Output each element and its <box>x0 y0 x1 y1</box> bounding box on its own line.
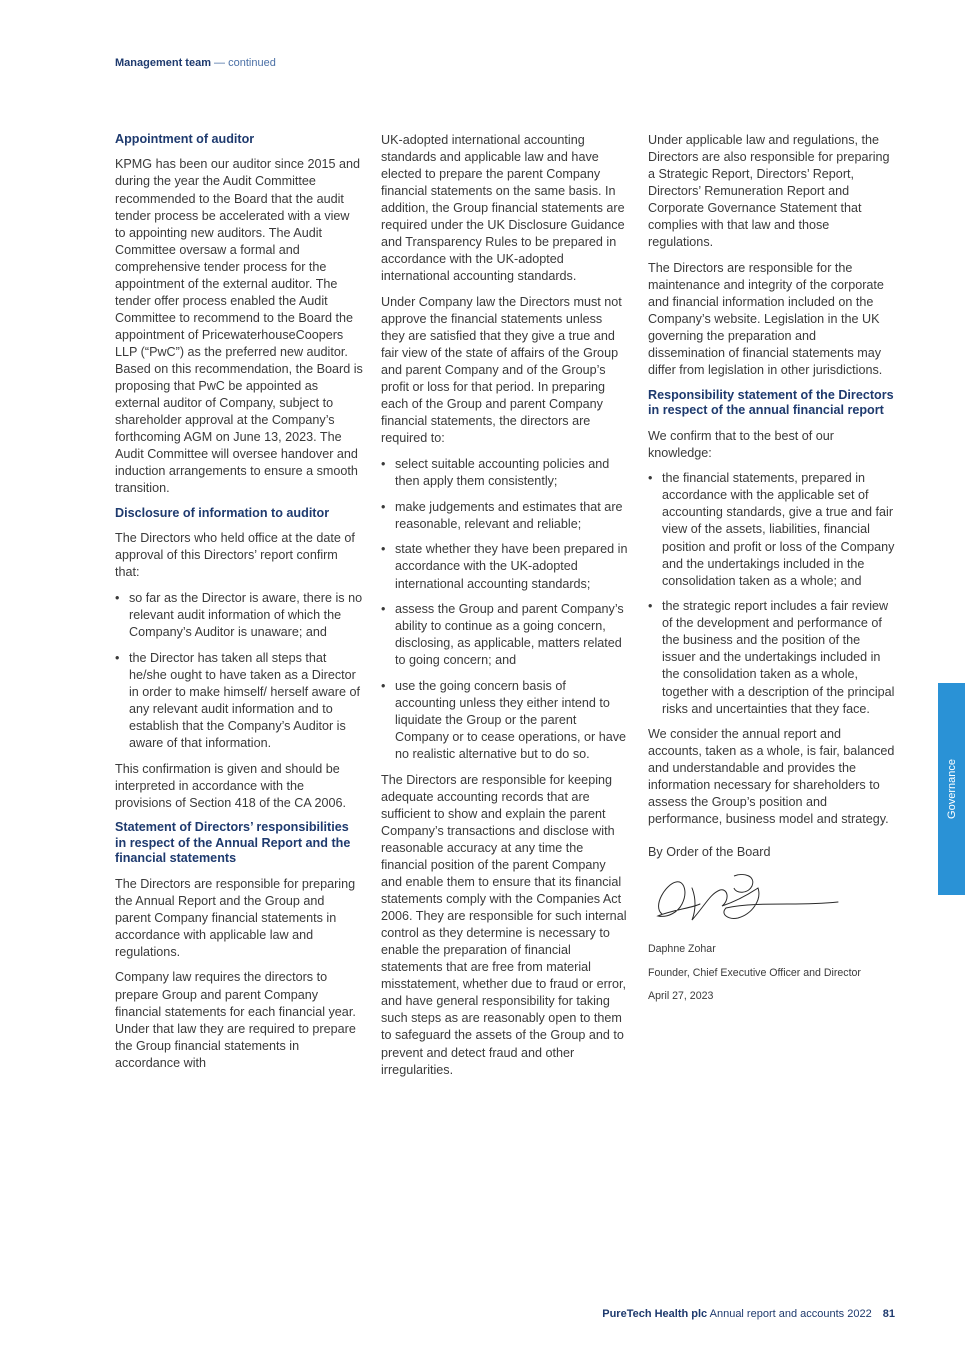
list-item: • make judgements and estimates that are reasonable, relevant and reliable; <box>381 499 623 531</box>
column-middle <box>381 132 629 1087</box>
list-item: • select suitable accounting policies and then apply them consistently; <box>381 457 610 489</box>
column-right <box>648 132 896 1013</box>
heading-statement-of-responsibilities: Statement of Directors’ responsibilities in respect of the Annual Report and the financial statements <box>115 820 351 866</box>
signature-date: April 27, 2023 <box>648 990 714 1003</box>
signature-block <box>648 844 896 1004</box>
section-title: Management team <box>115 57 211 69</box>
bullet-icon: • <box>381 499 386 514</box>
signatory-name: Daphne Zohar <box>648 943 716 956</box>
running-header <box>115 57 276 69</box>
page-number: 81 <box>882 1308 895 1320</box>
bullet-icon: • <box>115 591 120 606</box>
bullet-icon: • <box>648 471 653 486</box>
list-item: • use the going concern basis of accounting unless they either intend to liquidate the Group or the parent Company or to cease operations, or have no realistic alternative but to do so. <box>381 678 627 762</box>
list-item: • state whether they have been prepared in accordance with the UK-adopted international accounting standards; <box>381 542 628 591</box>
bullet-icon: • <box>381 602 386 617</box>
bullet-icon: • <box>381 457 386 472</box>
heading-disclosure: Disclosure of information to auditor <box>115 505 330 520</box>
bullet-icon: • <box>648 599 653 614</box>
signature-image <box>648 870 848 934</box>
list-item: • assess the Group and parent Company’s ability to continue as a going concern, disclosing, as applicable, matters related to going concern; and <box>381 602 624 668</box>
paragraph-accounting-records: The Directors are responsible for keeping adequate accounting records that are sufficient to show and explain the parent Company’s transactions and disclose with reasonable accuracy at any time the financial position of the parent Company and enable them to ensure that its financial statements comply with the Companies Act 2006. They are responsible for such internal control as they determine is necessary to enable the preparation of financial statements that are free from material misstatement, whether due to fraud or error, and have general responsibility for taking such steps as are reasonably open to them to safeguard the assets of the Group and to prevent and detect fraud and other irregularities. <box>381 772 627 1077</box>
paragraph-company-law: Under Company law the Directors must not approve the financial statements unless they are satisfied that they give a true and fair view of the state of affairs of the Group and parent Company and of the Group’s profit or loss for that period. In preparing each of the Group and parent Company financial statements, the directors are required to: <box>381 295 622 446</box>
footer-report: Annual report and accounts 2022 <box>709 1308 872 1320</box>
paragraph-strategic-report: Under applicable law and regulations, the Directors are also responsible for preparing a Strategic Report, Directors’ Report, Directors’ Remuneration Report and Corporate Governance Statement that complies with that law and those regulations. <box>648 133 890 250</box>
by-order-of-board: By Order of the Board <box>648 845 771 860</box>
bullet-list-requirements <box>381 456 629 763</box>
bullet-icon: • <box>381 678 386 693</box>
list-item: • the financial statements, prepared in accordance with the applicable set of accounting standards, give a true and fair view of the assets, liabilities, financial position and profit or loss of the Company and the undertakings included in the consolidation taken as a whole; and <box>648 471 895 588</box>
paragraph-auditor: KPMG has been our auditor since 2015 and during the year the Audit Committee recommended to the Board that the audit tender process be accelerated with a view to appointing new auditors. The Audit Committee oversaw a formal and comprehensive tender process for the appointment of the external auditor. The tender offer process enabled the Audit Committee to recommend to the Board the appointment of PricewaterhouseCoopers LLP (“PwC”) as the preferred new auditor. Based on this recommendation, the Board is proposing that PwC be appointed as external auditor of Company, subject to shareholder approval at the Company’s forthcoming AGM on June 13, 2023. The Audit Committee will oversee handover and induction arrangements to ensure a smooth transition. <box>115 157 363 496</box>
side-tab-label: Governance <box>945 759 958 819</box>
paragraph-consider: We consider the annual report and accounts, taken as a whole, is fair, balanced and understandable and provides the information necessary for shareholders to assess the Group’s position and performance, business model and strategy. <box>648 727 895 827</box>
paragraph-confirm: We confirm that to the best of our knowledge: <box>648 428 834 460</box>
heading-responsibility-statement: Responsibility statement of the Directors in respect of the annual financial report <box>648 387 894 418</box>
list-item: • so far as the Director is aware, there is no relevant audit information of which the Company’s Auditor is unaware; and <box>115 591 363 640</box>
list-item: • the Director has taken all steps that he/she ought to have taken as a Director in order to make himself/ herself aware of any relevant audit information and to establish that the Company’s Auditor is aware of that information. <box>115 650 360 751</box>
paragraph-statement-2: Company law requires the directors to prepare Group and parent Company financial statements for each financial year. Under that law they are required to prepare the Group financial statements in accordance with <box>115 970 356 1070</box>
paragraph-confirmation: This confirmation is given and should be interpreted in accordance with the provisions of Section 418 of the CA 2006. <box>115 761 347 810</box>
side-tab-governance[interactable] <box>938 683 965 895</box>
column-left <box>115 132 363 1080</box>
continued-label: — continued <box>214 57 276 69</box>
paragraph-disclosure: The Directors who held office at the date of approval of this Directors’ report confirm that: <box>115 531 355 580</box>
paragraph-statement-1: The Directors are responsible for preparing the Annual Report and the Group and parent Company financial statements in accordance with applicable law and regulations. <box>115 876 356 959</box>
signatory-role: Founder, Chief Executive Officer and Director <box>648 966 861 979</box>
paragraph-website: The Directors are responsible for the maintenance and integrity of the corporate and financial information included on the Company’s website. Legislation in the UK governing the preparation and dissemination of financial statements may differ from legislation in other jurisdictions. <box>648 260 884 378</box>
bullet-list-confirm <box>648 470 896 717</box>
page-footer <box>602 1308 895 1320</box>
heading-appointment-of-auditor: Appointment of auditor <box>115 132 255 146</box>
paragraph-accounting-standards: UK-adopted international accounting standards and applicable law and have elected to prepare the parent Company financial statements on the same basis. In addition, the Group financial statements are required under the UK Disclosure Guidance and Transparency Rules to be prepared in accordance with the UK-adopted international accounting standards. <box>381 133 625 284</box>
list-item: • the strategic report includes a fair review of the development and performance of the business and the position of the issuer and the undertakings included in the consolidation taken as a whole, together with a description of the principal risks and uncertainties that they face. <box>648 599 895 716</box>
footer-company: PureTech Health plc <box>602 1308 708 1320</box>
bullet-icon: • <box>115 650 120 665</box>
bullet-list-disclosure <box>115 590 363 752</box>
bullet-icon: • <box>381 542 386 557</box>
